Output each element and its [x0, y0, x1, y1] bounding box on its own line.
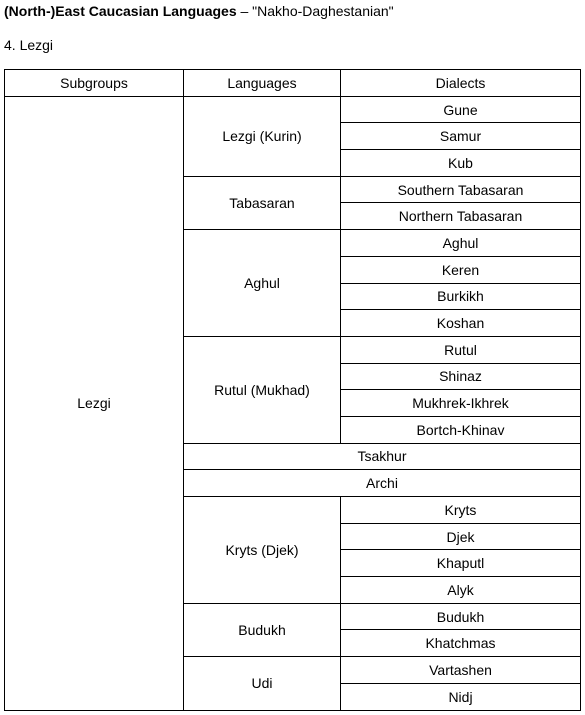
- language-cell: Tsakhur: [184, 443, 581, 470]
- table-header-row: [5, 70, 581, 97]
- language-cell: Lezgi (Kurin): [184, 96, 341, 176]
- column-header-dialects: Dialects: [341, 70, 581, 97]
- language-cell: Budukh: [184, 603, 341, 656]
- language-cell: Tabasaran: [184, 176, 341, 229]
- dialect-cell: Kryts: [341, 497, 581, 524]
- table-row: [5, 96, 581, 123]
- dialect-cell: Rutul: [341, 336, 581, 363]
- dialect-cell: Southern Tabasaran: [341, 176, 581, 203]
- dialect-cell: Northern Tabasaran: [341, 203, 581, 230]
- dialect-cell: Mukhrek-Ikhrek: [341, 390, 581, 417]
- dialect-cell: Djek: [341, 523, 581, 550]
- dialect-cell: Gune: [341, 96, 581, 123]
- dialect-cell: Shinaz: [341, 363, 581, 390]
- dialect-cell: Alyk: [341, 577, 581, 604]
- dialect-cell: Khaputl: [341, 550, 581, 577]
- language-cell: Rutul (Mukhad): [184, 336, 341, 443]
- dialect-cell: Samur: [341, 123, 581, 150]
- dialect-cell: Vartashen: [341, 657, 581, 684]
- dialect-cell: Kub: [341, 150, 581, 177]
- dialect-cell: Keren: [341, 256, 581, 283]
- dialect-cell: Burkikh: [341, 283, 581, 310]
- page-title: [4, 2, 394, 20]
- language-cell: Archi: [184, 470, 581, 497]
- dialect-cell: Khatchmas: [341, 630, 581, 657]
- subgroup-cell: Lezgi: [5, 96, 184, 710]
- dialect-cell: Bortch-Khinav: [341, 416, 581, 443]
- dialect-cell: Nidj: [341, 683, 581, 710]
- column-header-languages: Languages: [184, 70, 341, 97]
- title-rest: – "Nakho-Daghestanian": [236, 3, 394, 19]
- language-cell: Aghul: [184, 230, 341, 337]
- title-bold: (North-)East Caucasian Languages: [4, 3, 237, 19]
- dialect-cell: Budukh: [341, 603, 581, 630]
- languages-table: [4, 69, 581, 711]
- dialect-cell: Aghul: [341, 230, 581, 257]
- section-heading: 4. Lezgi: [4, 37, 54, 53]
- language-cell: Udi: [184, 657, 341, 710]
- dialect-cell: Koshan: [341, 310, 581, 337]
- column-header-subgroups: Subgroups: [5, 70, 184, 97]
- language-cell: Kryts (Djek): [184, 497, 341, 604]
